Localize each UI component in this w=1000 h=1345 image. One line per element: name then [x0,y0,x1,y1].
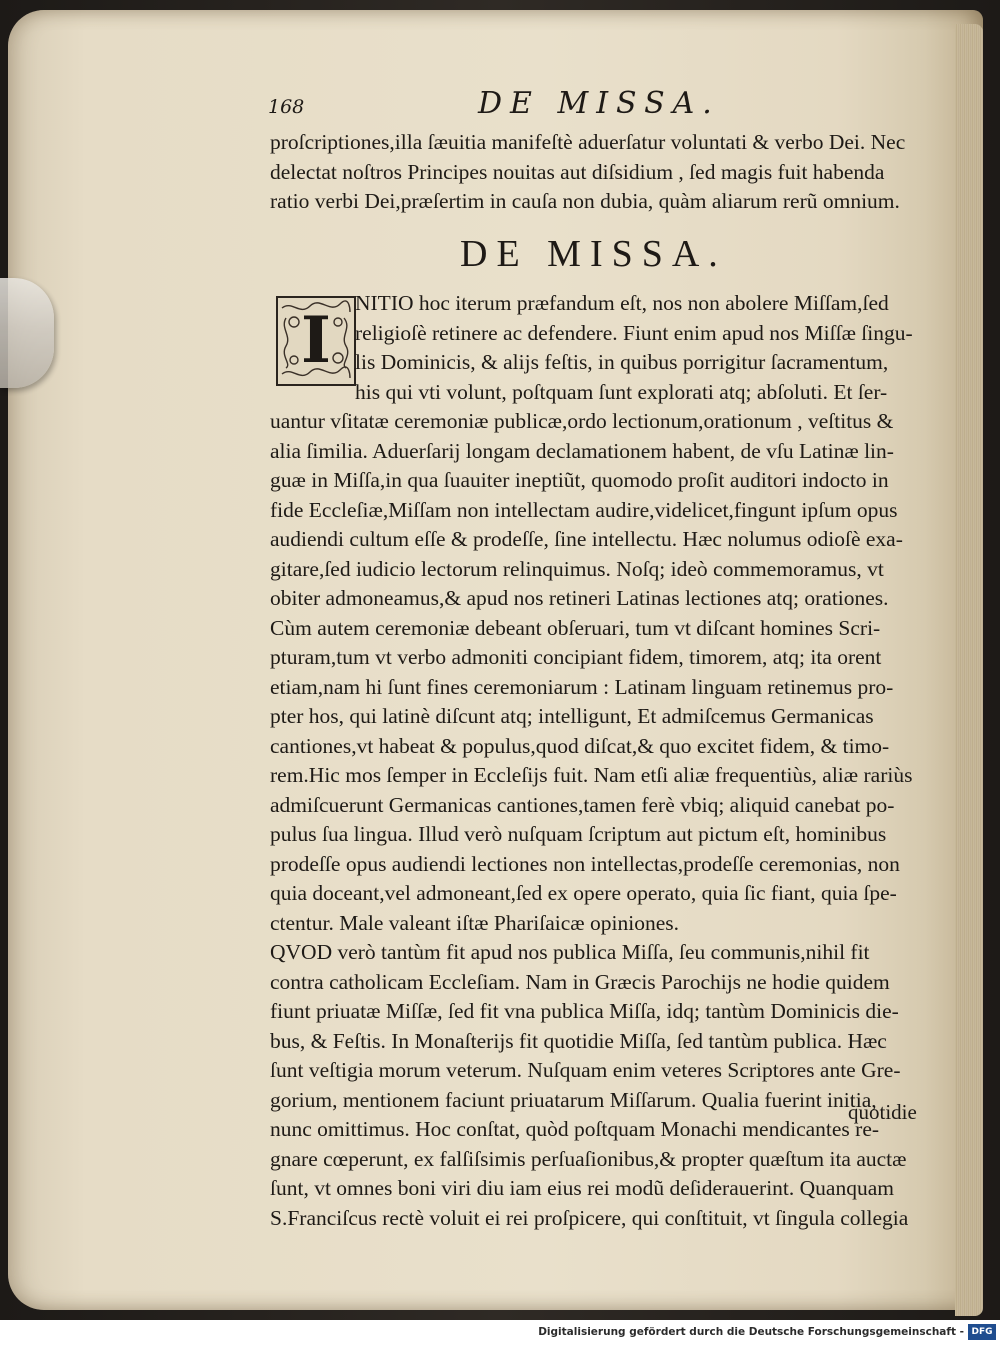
text-line: delectat noſtros Principes nouitas aut diſsidium , ſed magis fuit habenda [270,159,885,184]
catchword: quotidie [848,1100,917,1124]
text-line: bus, & Feſtis. In Monaſterijs fit quotidie Miſſa, ſed tantùm publica. Hæc [270,1028,887,1053]
initial-letter: I [301,303,331,378]
section-heading: DE MISSA. [460,233,727,275]
text-line: S.Franciſcus rectè voluit ei rei proſpicere, qui conſtituit, vt ſingula collegia [270,1205,909,1230]
text-line: Cùm autem ceremoniæ debeant obſeruari, tum vt diſcant homines Scri- [270,615,881,640]
page-number: 168 [268,96,305,118]
text-line: NITIO hoc iterum præfandum eſt, nos non abolere Miſſam,ſed [355,291,889,315]
opening-text-block [355,289,945,407]
text-line: QVOD verò tantùm fit apud nos publica Miſſa, ſeu communis,nihil fit [270,940,870,964]
text-line: audiendi cultum eſſe & prodeſſe, ſine intellectu. Hæc nolumus odioſè exa- [270,527,903,551]
body-text-block [270,407,940,1233]
text-line: gitare,ſed iudicio lectorum relinquimus. Noſq; ideò commemoramus, vt [270,556,884,581]
text-line: quia doceant,vel admoneant,ſed ex opere operato, quia ſic fiant, quia ſpe- [270,881,897,905]
page-clip [0,278,54,388]
text-line: religioſè retinere ac defendere. Fiunt enim apud nos Miſſæ ſingu- [355,320,913,345]
text-line: pter hos, qui latinè diſcunt atq; intelligunt, Et admiſcemus Germanicas [270,704,874,728]
footer-bar [0,1320,1000,1345]
text-line: ratio verbi Dei,præſertim in cauſa non dubia, quàm aliarum rerũ omnium. [270,189,900,213]
text-line: ctentur. Male valeant iſtæ Phariſaicæ opiniones. [270,910,680,935]
text-line: uantur vſitatæ ceremoniæ publicæ,ordo lectionum,orationum , veſtitus & [270,409,894,433]
page-header [268,86,948,130]
text-line: lis Dominicis, & alijs feſtis, in quibus porrigitur ſacramentum, [355,350,889,374]
text-line: guæ in Miſſa,in qua ſuauiter ineptiũt, quomodo proſit auditori indocto in [270,468,889,492]
text-line: rem.Hic mos ſemper in Eccleſijs fuit. Nam etſi aliæ frequentiùs, aliæ rariùs [270,763,913,787]
text-line: gorium, mentionem faciunt priuatarum Miſſarum. Qualia fuerint initia, [270,1087,877,1112]
text-line: gnare cœperunt, ex falſiſsimis perſuaſionibus,& propter quæſtum ita auctæ [270,1146,907,1171]
top-text-block [270,128,940,217]
text-line: etiam,nam hi ſunt fines ceremoniarum : Latinam linguam retinemus pro- [270,674,894,699]
text-line: alia ſimilia. Aduerſarij longam declamationem habent, de vſu Latinæ lin- [270,438,894,463]
text-line: ſunt veſtigia morum veterum. Nuſquam enim veteres Scriptores ante Gre- [270,1058,901,1082]
text-line: obiter admoneamus,& apud nos retineri Latinas lectiones atq; orationes. [270,586,889,610]
text-line: admiſcuerunt Germanicas cantiones,tamen ferè vbiq; aliquid canebat po- [270,792,895,817]
text-line: fiunt priuatæ Miſſæ, ſed fit vna publica Miſſa, idq; tantùm Dominicis die- [270,999,899,1023]
text-line: proſcriptiones,illa ſæuitia manifeſtè aduerſatur voluntati & verbo Dei. Nec [270,130,906,154]
text-line: pulus ſua lingua. Illud verò nuſquam ſcriptum aut pictum eſt, hominibus [270,822,887,846]
decorated-initial [276,296,356,386]
running-title: DE MISSA. [478,86,720,121]
text-line: ſunt, vt omnes boni viri diu iam eius rei modũ deſiderauerint. Quanquam [270,1176,894,1200]
text-line: nunc omittimus. Hoc conſtat, quòd poſtquam Monachi mendicantes re- [270,1117,880,1141]
funding-credit: Digitalisierung gefördert durch die Deutsche Forschungsgemeinschaft - [538,1326,964,1338]
page-edges [955,24,983,1316]
text-line: pturam,tum vt verbo admoniti concipiant fidem, timorem, atq; ita orent [270,645,882,669]
text-line: prodeſſe opus audiendi lectiones non intellectas,prodeſſe ceremonias, non [270,851,900,876]
text-line: cantiones,vt habeat & populus,quod diſcat,& quo excitet fidem, & timo- [270,733,890,758]
text-line: contra catholicam Eccleſiam. Nam in Græcis Parochijs ne hodie quidem [270,969,890,994]
text-line: fide Eccleſiæ,Miſſam non intellectam audire,videlicet,fingunt ipſum opus [270,497,898,522]
dfg-logo: DFG [968,1324,996,1340]
text-line: his qui vti volunt, poſtquam ſunt explorati atq; abſoluti. Et ſer- [355,379,888,404]
